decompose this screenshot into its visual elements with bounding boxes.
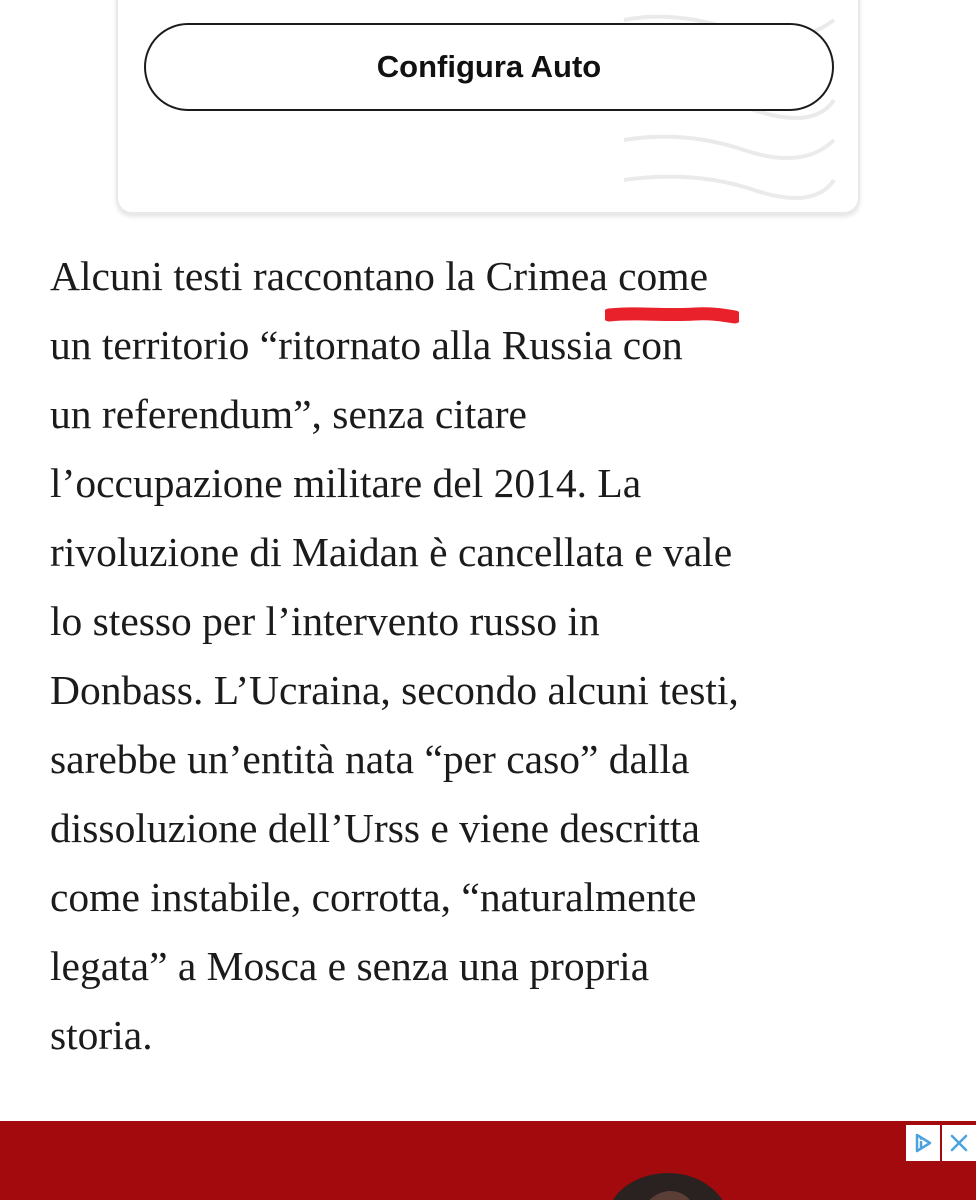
close-icon: [948, 1132, 970, 1154]
close-ad-button[interactable]: [942, 1125, 976, 1161]
article-line-11: legata” a Mosca e senza una propria: [50, 943, 650, 989]
article-paragraph: [50, 242, 930, 1070]
article-line-7: Donbass. L’Ucraina, secondo alcuni testi,: [50, 667, 739, 713]
ad-controls: [906, 1125, 976, 1161]
adchoices-button[interactable]: [906, 1125, 940, 1161]
article-line-1a: Alcuni testi raccontano la: [50, 253, 486, 299]
red-underline-highlight: [605, 303, 739, 327]
article-line-9: dissoluzione dell’Urss e viene descritta: [50, 805, 700, 851]
article-line-8: sarebbe un’entità nata “per caso” dalla: [50, 736, 690, 782]
configure-auto-label: Configura Auto: [376, 49, 602, 84]
article-line-4: l’occupazione militare del 2014. La: [50, 460, 642, 506]
article-line-5: rivoluzione di Maidan è cancellata e vale: [50, 529, 733, 575]
article-line-2: un territorio “ritornato alla Russia con: [50, 322, 683, 368]
ad-banner-image: [598, 1161, 738, 1200]
corner-mark: [14, 0, 48, 6]
ad-banner[interactable]: [0, 1121, 976, 1200]
article-line-10: come instabile, corrotta, “naturalmente: [50, 874, 697, 920]
configure-auto-button[interactable]: [144, 23, 834, 111]
article-line-3: un referendum”, senza citare: [50, 391, 527, 437]
article-line-6: lo stesso per l’intervento russo in: [50, 598, 600, 644]
adchoices-icon: [912, 1132, 934, 1154]
article-line-1b: come: [607, 253, 708, 299]
highlighted-word-crimea[interactable]: Crimea: [485, 253, 608, 299]
article-line-12: storia.: [50, 1012, 153, 1058]
